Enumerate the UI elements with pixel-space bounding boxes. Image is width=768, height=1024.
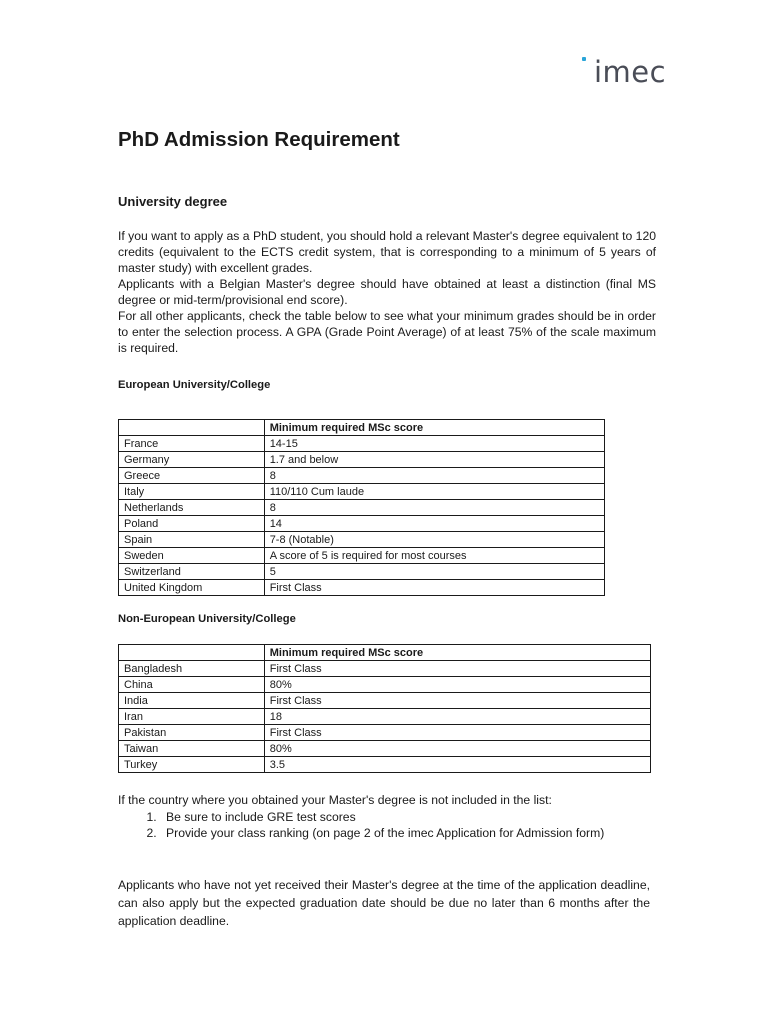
score-cell: A score of 5 is required for most courses: [264, 548, 604, 564]
country-cell: Netherlands: [119, 500, 265, 516]
section-title-university-degree: University degree: [118, 194, 228, 209]
table-row: [119, 516, 605, 532]
score-cell: First Class: [264, 725, 650, 741]
not-listed-steps: [118, 809, 604, 841]
table-row: [119, 436, 605, 452]
table-row: [119, 580, 605, 596]
table-row: [119, 484, 605, 500]
country-cell: India: [119, 693, 265, 709]
country-cell: United Kingdom: [119, 580, 265, 596]
country-cell: Germany: [119, 452, 265, 468]
score-cell: 14: [264, 516, 604, 532]
score-cell: First Class: [264, 661, 650, 677]
closing-paragraph: Applicants who have not yet received their Master's degree at the time of the application deadline, can also apply but the expected graduation date should be due no later than 6 months after the application deadline.: [118, 878, 650, 928]
intro-paragraph-2: Applicants with a Belgian Master's degree should have obtained at least a distinction (final MS degree or mid-term/provisional end score).: [118, 277, 656, 307]
page-title: PhD Admission Requirement: [118, 128, 400, 151]
score-cell: 8: [264, 500, 604, 516]
table-row: [119, 725, 651, 741]
score-cell: 1.7 and below: [264, 452, 604, 468]
non-european-table-heading: Non-European University/College: [118, 613, 296, 625]
table-row: [119, 452, 605, 468]
imec-logo: [582, 55, 678, 89]
score-cell: 110/110 Cum laude: [264, 484, 604, 500]
score-cell: 8: [264, 468, 604, 484]
country-cell: Pakistan: [119, 725, 265, 741]
country-cell: Poland: [119, 516, 265, 532]
table-row: [119, 548, 605, 564]
logo-wordmark: imec: [594, 55, 667, 89]
table-header-row: [119, 420, 605, 436]
score-cell: 7-8 (Notable): [264, 532, 604, 548]
table-row: [119, 500, 605, 516]
score-cell: 14-15: [264, 436, 604, 452]
score-cell: 80%: [264, 741, 650, 757]
logo-accent-dot: [582, 57, 586, 61]
country-cell: China: [119, 677, 265, 693]
intro-paragraph-1: If you want to apply as a PhD student, you should hold a relevant Master's degree equivalent to 120 credits (equivalent to the ECTS credit system, that is corresponding to a minimum of 5 years of master study) with excellent grades.: [118, 229, 656, 275]
table-row: [119, 693, 651, 709]
table-row: [119, 741, 651, 757]
country-cell: Italy: [119, 484, 265, 500]
intro-text: [118, 228, 656, 356]
european-grades-table: [118, 419, 605, 596]
table-row: [119, 468, 605, 484]
not-listed-note: If the country where you obtained your Master's degree is not included in the list:: [118, 793, 552, 807]
country-cell: Greece: [119, 468, 265, 484]
country-cell: Switzerland: [119, 564, 265, 580]
non-european-grades-table: [118, 644, 651, 773]
table-header-row: [119, 645, 651, 661]
score-cell: First Class: [264, 580, 604, 596]
table-row: [119, 532, 605, 548]
european-table-heading: European University/College: [118, 379, 271, 391]
country-cell: Sweden: [119, 548, 265, 564]
score-cell: 5: [264, 564, 604, 580]
table-header-score: Minimum required MSc score: [264, 645, 650, 661]
country-cell: Spain: [119, 532, 265, 548]
country-cell: Turkey: [119, 757, 265, 773]
table-row: [119, 677, 651, 693]
table-header-score: Minimum required MSc score: [264, 420, 604, 436]
table-row: [119, 709, 651, 725]
intro-paragraph-3: For all other applicants, check the table below to see what your minimum grades should be in order to enter the selection process. A GPA (Grade Point Average) of at least 75% of the scale maximum is required.: [118, 309, 656, 355]
table-header-country: [119, 420, 265, 436]
country-cell: Iran: [119, 709, 265, 725]
table-row: [119, 661, 651, 677]
table-row: [119, 757, 651, 773]
list-item: 1. Be sure to include GRE test scores: [160, 809, 604, 825]
score-cell: 18: [264, 709, 650, 725]
country-cell: Bangladesh: [119, 661, 265, 677]
country-cell: France: [119, 436, 265, 452]
score-cell: 3.5: [264, 757, 650, 773]
table-header-country: [119, 645, 265, 661]
score-cell: First Class: [264, 693, 650, 709]
country-cell: Taiwan: [119, 741, 265, 757]
score-cell: 80%: [264, 677, 650, 693]
table-row: [119, 564, 605, 580]
list-item: 2. Provide your class ranking (on page 2 of the imec Application for Admission form): [160, 825, 604, 841]
